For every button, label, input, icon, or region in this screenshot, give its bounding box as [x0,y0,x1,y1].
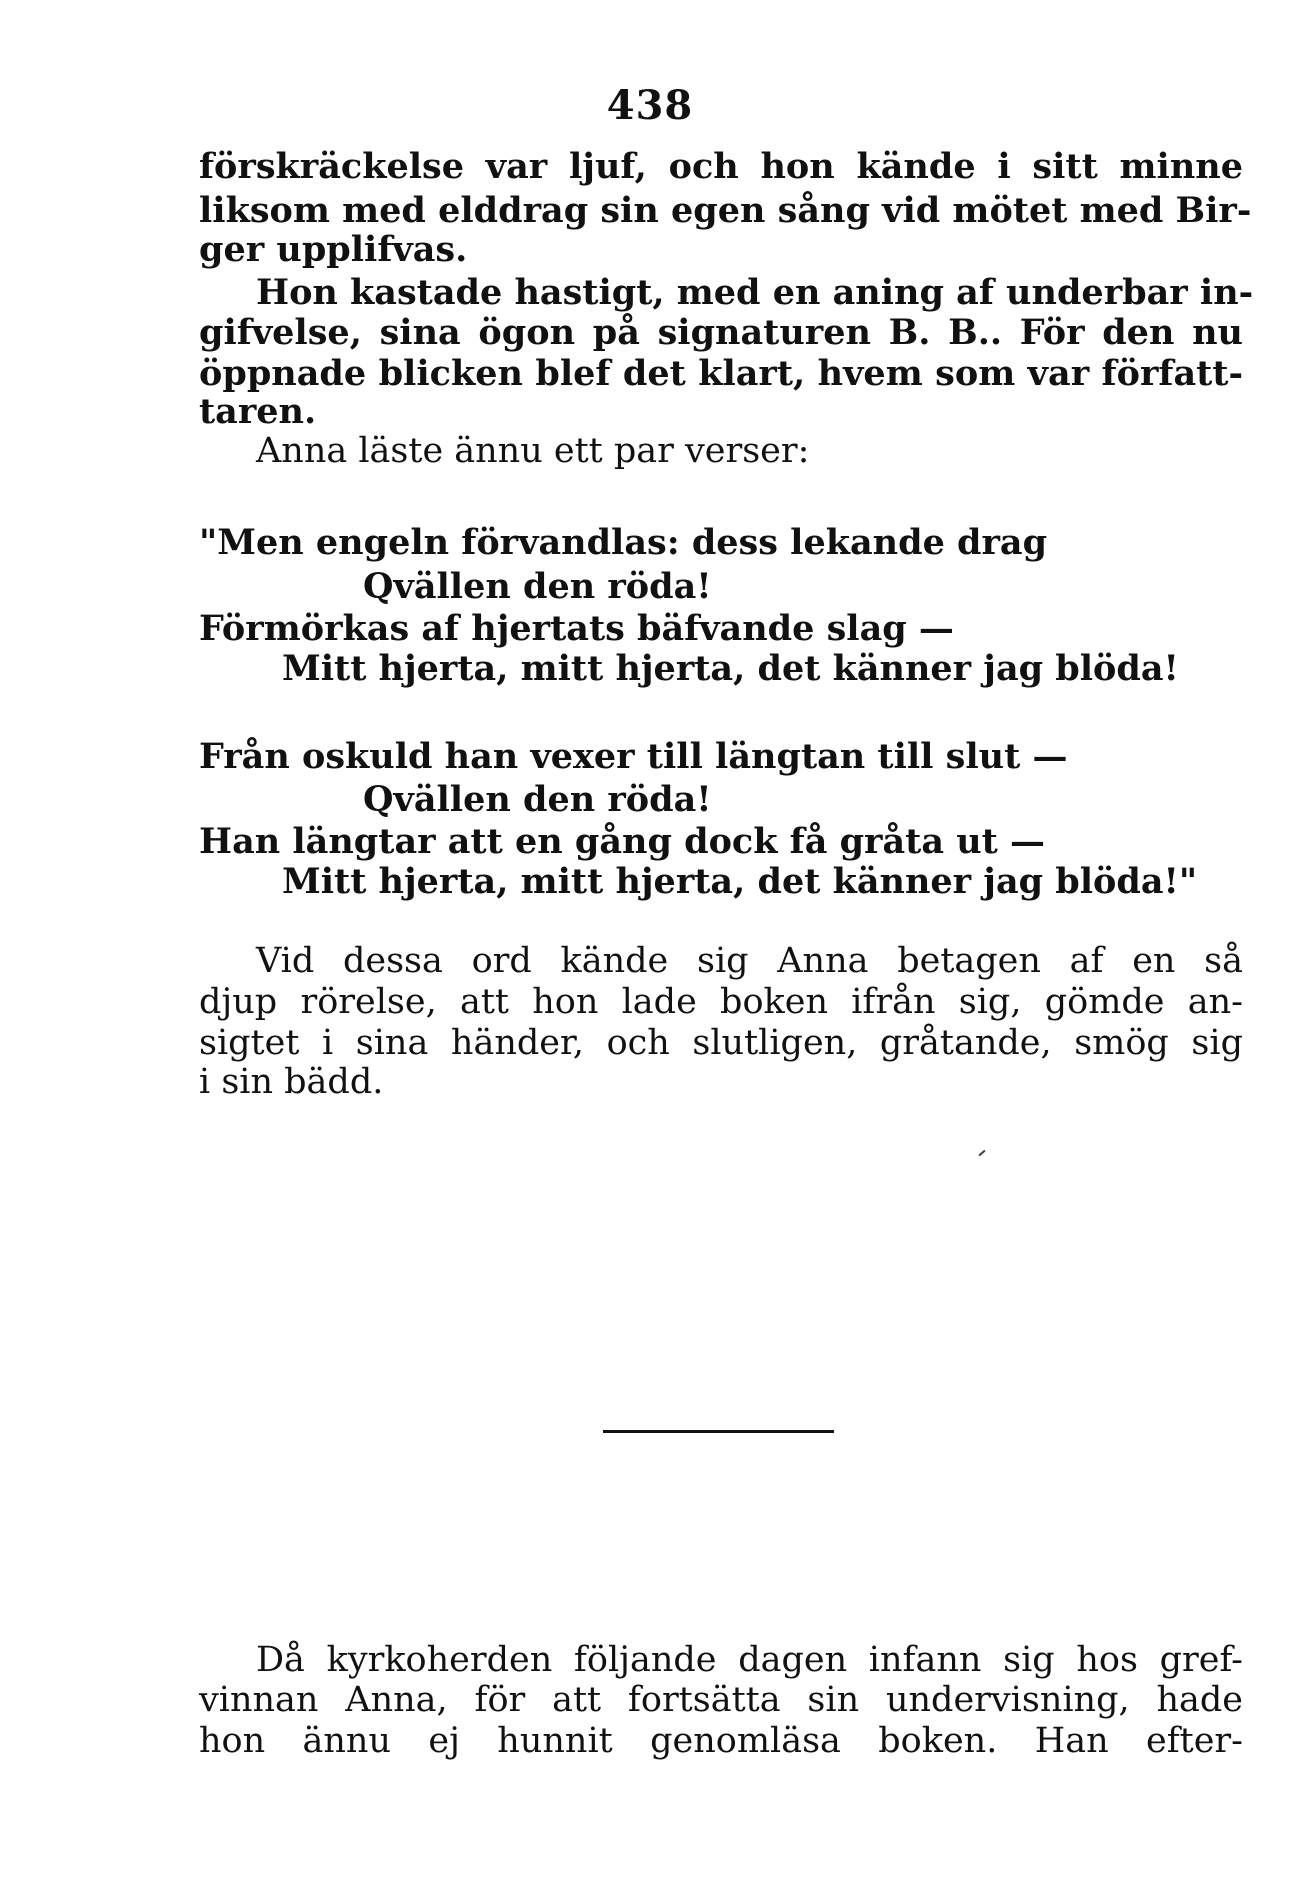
text-line: hon ännu ej hunnit genomläsa boken. Han efter- [199,1721,1243,1761]
poem-line: Mitt hjerta, mitt hjerta, det känner jag blöda!" [282,861,1198,902]
text-line: Då kyrkoherden följande dagen infann sig hos gref- [256,1640,1243,1680]
text-line: taren. [199,391,317,432]
text-line: Hon kastade hastigt, med en aning af underbar in- [256,272,1254,313]
text-line: gifvelse, sina ögon på signaturen B. B.. För den nu [199,312,1243,353]
text-line: liksom med elddrag sin egen sång vid mötet med Bir- [199,190,1252,231]
poem-line: Mitt hjerta, mitt hjerta, det känner jag blöda! [282,648,1179,689]
poem-line: Från oskuld han vexer till längtan till slut — [199,736,1068,777]
poem-line: Han längtar att en gång dock få gråta ut — [199,821,1045,862]
text-line: förskräckelse var ljuf, och hon kände i sitt minne [199,146,1243,187]
text-line: i sin bädd. [199,1062,384,1102]
text-line: öppnade blicken blef det klart, hvem som var författ- [199,353,1243,394]
text-line: ger upplifvas. [199,229,468,270]
text-line: djup rörelse, att hon lade boken ifrån sig, gömde an- [199,982,1243,1022]
text-line: vinnan Anna, för att fortsätta sin undervisning, hade [199,1680,1243,1720]
section-divider [603,1430,834,1433]
stray-mark [978,1150,985,1157]
text-line: Anna läste ännu ett par verser: [256,431,810,471]
text-line: Vid dessa ord kände sig Anna betagen af en så [256,941,1243,981]
text-line: sigtet i sina händer, och slutligen, gråtande, smög sig [199,1023,1243,1063]
poem-line: Förmörkas af hjertats bäfvande slag — [199,608,954,649]
poem-line: Qvällen den röda! [363,566,712,607]
poem-line: Qvällen den röda! [363,779,712,820]
poem-line: "Men engeln förvandlas: dess lekande drag [199,522,1048,563]
page-number: 438 [606,82,694,129]
